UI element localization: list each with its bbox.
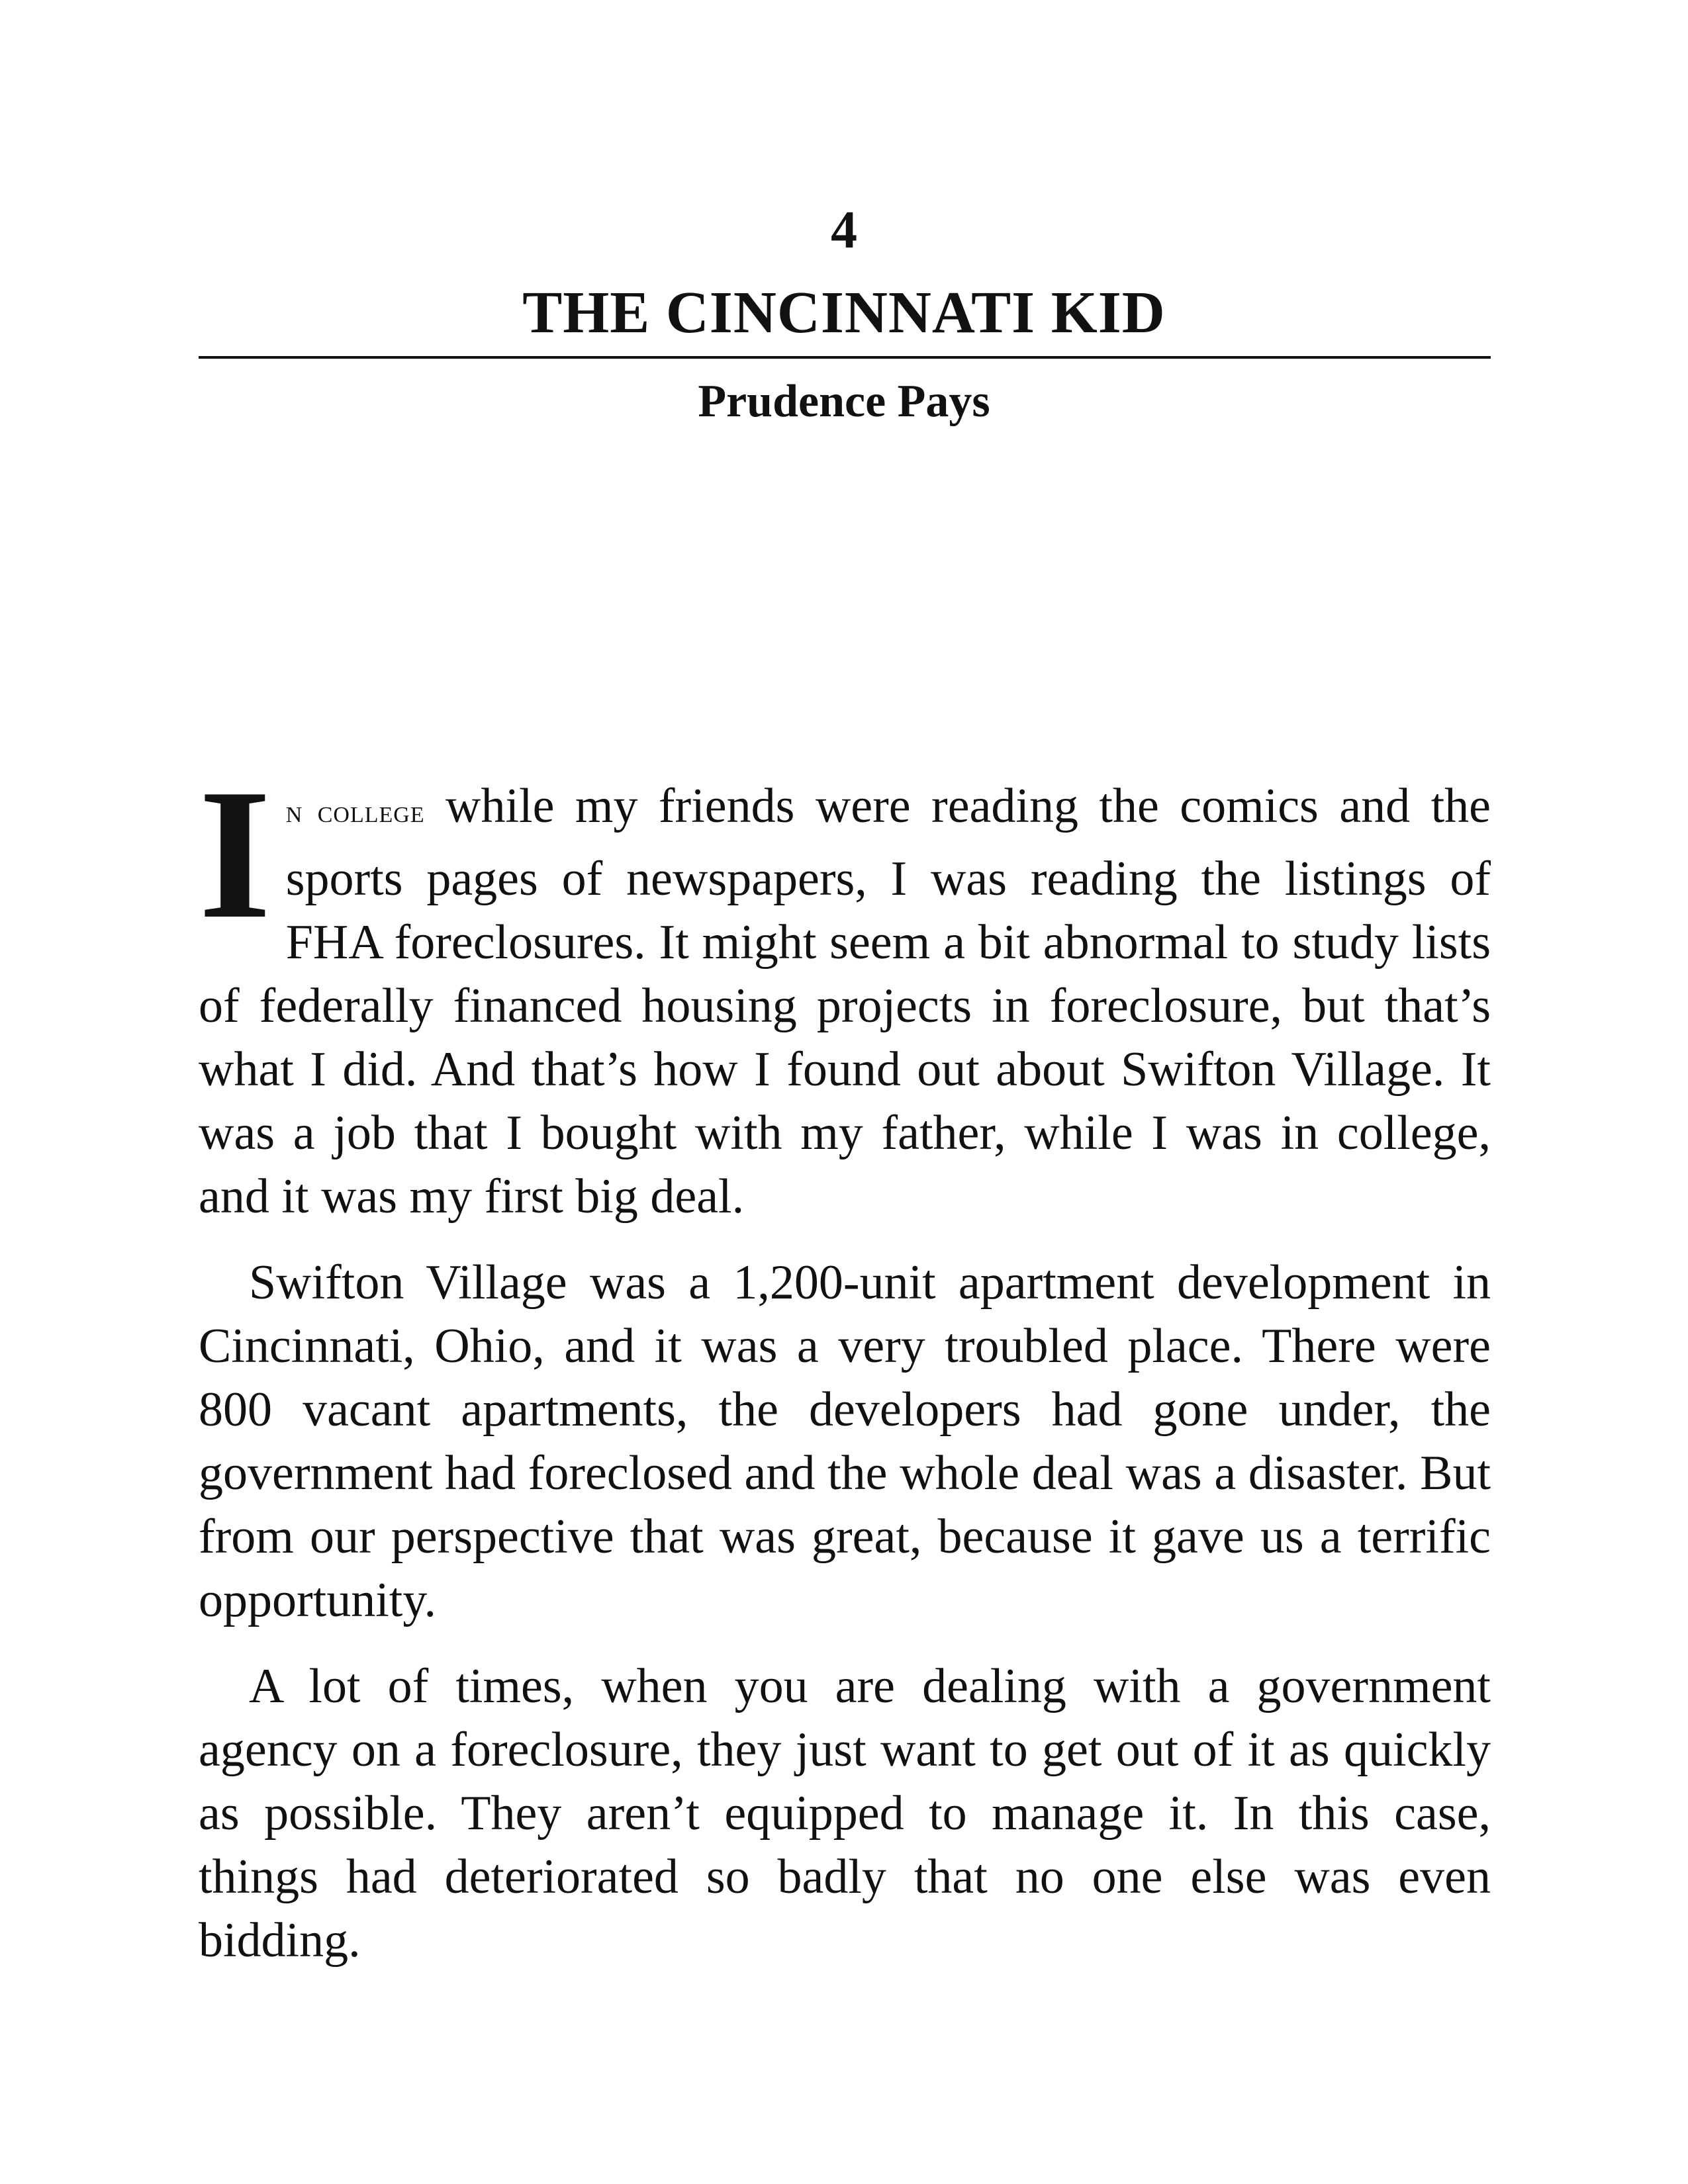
paragraph-text: while my friends were reading the comics and the sports pages of newspapers, I was reading the listings of FHA foreclosures. It might seem a bit abnormal to study lists of federally financed housing projects in foreclosure, but that’s what I did. And that’s how I found out about Swifton Village. It was a job that I bought with my father, while I was in college, and it was my first big deal. [199,779,1491,1224]
lead-in-small-caps: N COLLEGE [285,803,425,827]
paragraph-text: Swifton Village was a 1,200-unit apartment development in Cincinnati, Ohio, and it was a very troubled place. There were 800 vacant apartments, the developers had gone under, the government had foreclosed and the whole deal was a disaster. But from our perspective that was great, because it gave us a terrific opportunity. [199,1255,1491,1627]
drop-cap: I [199,751,271,957]
chapter-number: 4 [831,201,857,259]
title-divider [199,356,1491,359]
chapter-title: THE CINCINNATI KID [522,280,1166,345]
chapter-subtitle: Prudence Pays [698,376,990,427]
chapter-body [199,751,1491,1995]
paragraph [199,751,1491,1228]
paragraph-text: A lot of times, when you are dealing with a government agency on a foreclosure, they just want to get out of it as quickly as possible. They aren’t equipped to manage it. In this case, things had deteriorated so badly that no one else was even bidding. [199,1659,1491,1968]
paragraph [199,1655,1491,1972]
paragraph [199,1251,1491,1632]
